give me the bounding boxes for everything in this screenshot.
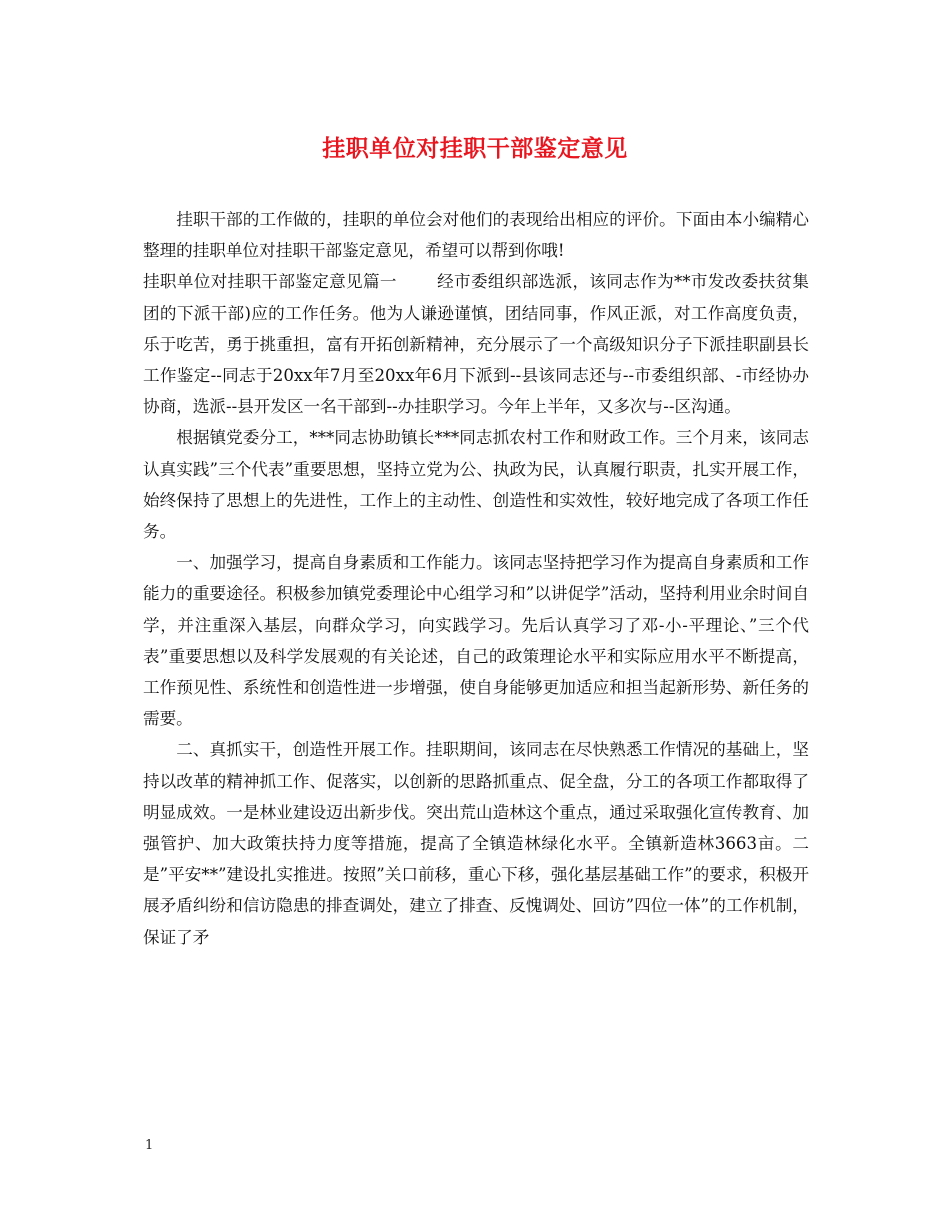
- body-paragraph: 二、真抓实干，创造性开展工作。挂职期间，该同志在尽快熟悉工作情况的基础上，坚持以改革的精神抓工作、促落实，以创新的思路抓重点、促全盘，分工的各项工作都取得了明显成效。一是林业建设迈出新步伐。突出荒山造林这个重点，通过采取强化宣传教育、加强管护、加大政策扶持力度等措施，提高了全镇造林绿化水平。全镇新造林3663亩。二是”平安**”建设扎实推进。按照”关口前移，重心下移，强化基层基础工作”的要求，积极开展矛盾纠纷和信访隐患的排查调处，建立了排查、反愧调处、回访”四位一体”的工作机制，保证了矛: [143, 740, 809, 947]
- section-one-text: 经市委组织部选派，该同志作为**市发改委扶贫集团的下派干部)应的工作任务。他为人谦逊谨慎，团结同事，作风正派，对工作高度负责，乐于吃苦，勇于挑重担，富有开拓创新精神，充分展示了一个高级知识分子下派挂职副县长工作鉴定--同志于20xx年7月至20xx年6月下派到--县该同志还与--市委组织部、-市经协办协商，选派--县开发区一名干部到--办挂职学习。今年上半年，又多次与--区沟通。: [143, 272, 810, 417]
- page-number: 1: [145, 1138, 154, 1153]
- body-paragraph: 根据镇党委分工，***同志协助镇长***同志抓农村工作和财政工作。三个月来，该同志认真实践”三个代表”重要思想，坚持立党为公、执政为民，认真履行职责，扎实开展工作，始终保持了思想上的先进性，工作上的主动性、创造性和实效性，较好地完成了各项工作任务。: [143, 428, 809, 542]
- intro-paragraph: 挂职干部的工作做的，挂职的单位会对他们的表现给出相应的评价。下面由本小编精心整理的挂职单位对挂职干部鉴定意见，希望可以帮到你哦!: [143, 210, 809, 261]
- section-one-heading: 挂职单位对挂职干部鉴定意见篇一: [143, 272, 397, 292]
- section-one-paragraph: [143, 266, 809, 422]
- document-title: 挂职单位对挂职干部鉴定意见: [322, 135, 628, 162]
- body-paragraph: 一、加强学习，提高自身素质和工作能力。该同志坚持把学习作为提高自身素质和工作能力的重要途径。积极参加镇党委理论中心组学习和”以讲促学”活动，坚持利用业余时间自学，并注重深入基层，向群众学习，向实践学习。先后认真学习了邓-小-平理论、”三个代表”重要思想以及科学发展观的有关论述，自己的政策理论水平和实际应用水平不断提高，工作预见性、系统性和创造性进一步增强，使自身能够更加适应和担当起新形势、新任务的需要。: [143, 553, 809, 729]
- document-body: [143, 204, 809, 953]
